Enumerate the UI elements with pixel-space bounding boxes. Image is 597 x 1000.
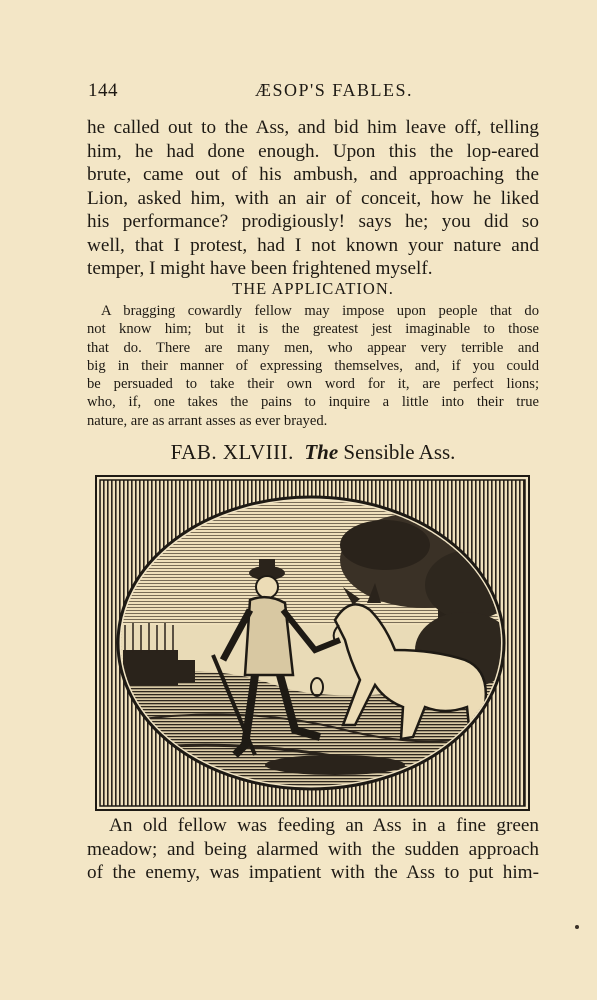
text-line: who, if, one takes the pains to inquire a little into their true (87, 394, 539, 411)
text-line: his performance? prodigiously! says he; you did so (87, 211, 539, 232)
page-number: 144 (88, 80, 118, 101)
text-line: temper, I might have been frightened myself. (87, 258, 433, 279)
woodcut-illustration (95, 475, 530, 811)
application-heading: THE APPLICATION. (232, 279, 394, 298)
paragraph-continued (87, 116, 539, 281)
fable-title-article: The (304, 440, 339, 464)
text-line: nature, are as arrant asses as ever brayed. (87, 412, 328, 429)
text-line: An old fellow was feeding an Ass in a fine green (109, 815, 539, 836)
fable-title: Sensible Ass. (343, 440, 456, 464)
fable-paragraph (87, 814, 539, 885)
application-paragraph (87, 302, 539, 430)
text-line: be persuaded to take their own word for it, are perfect lions; (87, 376, 539, 393)
text-line: meadow; and being alarmed with the sudden approach (87, 838, 539, 860)
running-title: ÆSOP'S FABLES. (255, 80, 413, 100)
ink-speck (575, 925, 579, 929)
text-line: that do. There are many men, who appear very terrible and (87, 339, 539, 356)
running-head (88, 80, 540, 104)
text-line: of the enemy, was impatient with the Ass to put him- (87, 862, 539, 883)
text-line: A bragging cowardly fellow may impose upon people that do (101, 303, 539, 319)
text-line: big in their manner of expressing themselves, and, if you could (87, 357, 539, 374)
text-line: not know him; but it is the greatest jest imaginable to those (87, 321, 539, 338)
text-line: him, he had done enough. Upon this the lop-eared (87, 140, 539, 162)
fable-number: FAB. XLVIII. (170, 440, 294, 464)
text-line: well, that I protest, had I not known your nature and (87, 234, 539, 256)
text-line: brute, came out of his ambush, and approaching the (87, 164, 539, 185)
text-line: he called out to the Ass, and bid him leave off, telling (87, 117, 539, 138)
text-line: Lion, asked him, with an air of conceit, how he liked (87, 187, 539, 209)
fable-heading (87, 440, 539, 465)
